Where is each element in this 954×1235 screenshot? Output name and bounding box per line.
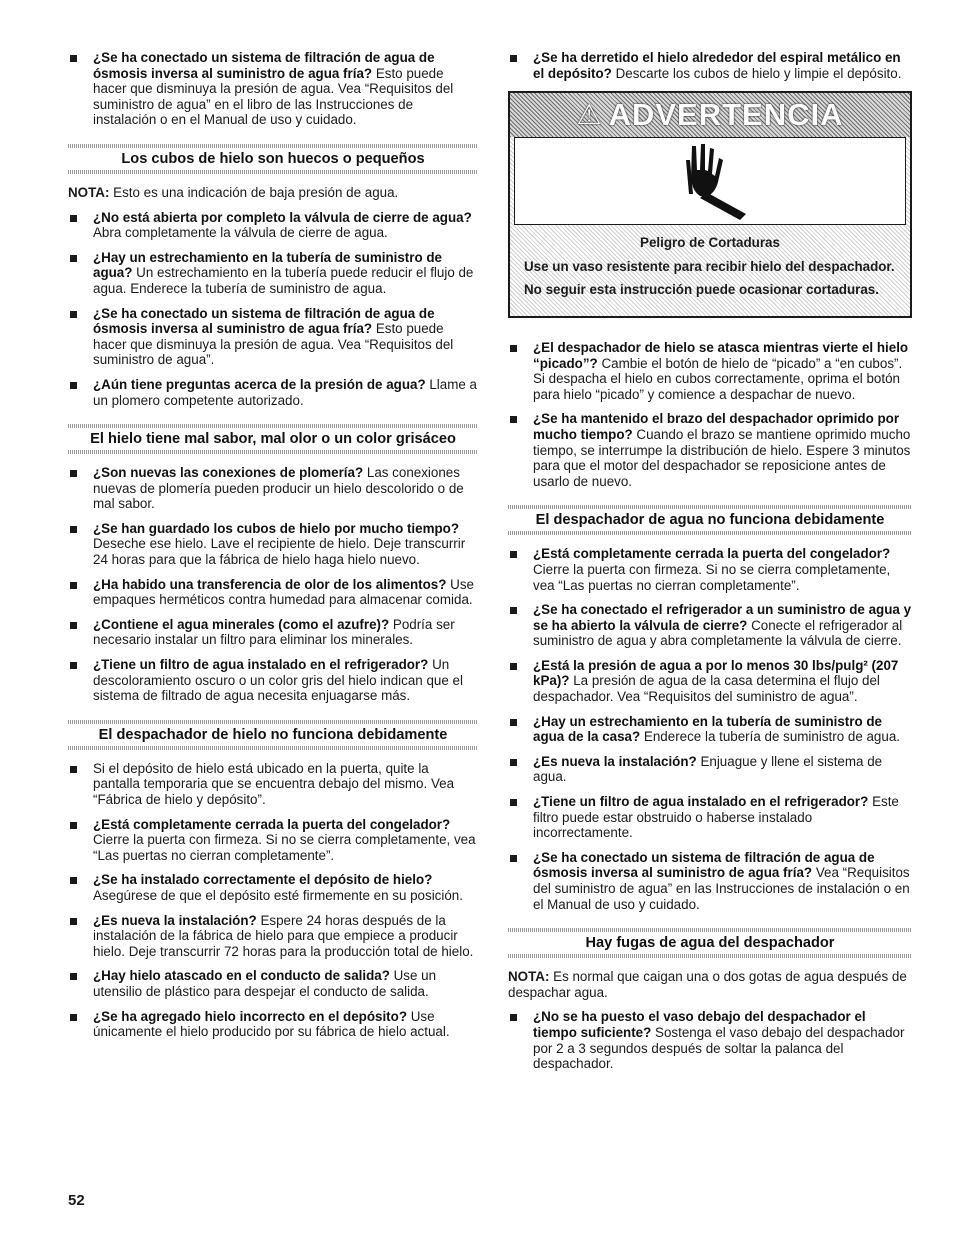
section-title: Los cubos de hielo son huecos o pequeños: [121, 150, 425, 167]
warning-consequence: No seguir esta instrucción puede ocasionar cortaduras.: [524, 282, 879, 298]
section-title: El hielo tiene mal sabor, mal olor o un color grisáceo: [90, 431, 456, 448]
bullet-item: ¿Tiene un filtro de agua instalado en el refrigerador? Este filtro puede estar obstruido o haberse instalado incorrectamente.: [508, 794, 912, 841]
bullet-item: ¿Aún tiene preguntas acerca de la presión de agua? Llame a un plomero competente autorizado.: [68, 377, 478, 408]
warning-header: [510, 93, 910, 137]
bullet-item: ¿Contiene el agua minerales (como el azufre)? Podría ser necesario instalar un filtro para eliminar los minerales.: [68, 617, 478, 648]
warning-box: [508, 91, 912, 318]
bullet-item: ¿Se ha agregado hielo incorrecto en el depósito? Use únicamente el hielo producido por su fábrica de hielo actual.: [68, 1009, 478, 1040]
bullet-item: ¿Se ha mantenido el brazo del despachador oprimido por mucho tiempo? Cuando el brazo se mantiene oprimido mucho tiempo, se interrumpe la distribución de hielo. Espere 3 minutos para que el motor del despachador se reposicione antes de usarlo de nuevo.: [508, 411, 912, 489]
warning-body: [510, 225, 910, 316]
section-title: El despachador de agua no funciona debidamente: [535, 512, 885, 529]
warning-icon-panel: [514, 137, 906, 225]
section-header: [68, 144, 478, 174]
bullet-item: ¿Es nueva la instalación? Enjuague y llene el sistema de agua.: [508, 754, 912, 785]
bullet-item: ¿Se ha conectado un sistema de filtración de agua de ósmosis inversa al suministro de agua fría? Esto puede hacer que disminuya la presión de agua. Vea “Requisitos del suministro de agua” en el libro de las Instrucciones de instalación o en el Manual de uso y cuidado.: [68, 50, 478, 128]
right-column: [508, 50, 912, 1081]
bullet-item: ¿Se ha instalado correctamente el depósito de hielo? Asegúrese de que el depósito esté firmemente en su posición.: [68, 872, 478, 903]
section-header: [68, 720, 478, 750]
bullet-item: ¿Se han guardado los cubos de hielo por mucho tiempo? Deseche ese hielo. Lave el recipiente de hielo. Deje transcurrir 24 horas para que la fábrica de hielo haga hielo nuevo.: [68, 521, 478, 568]
page-number: 52: [68, 1192, 85, 1209]
bullet-item: ¿Ha habido una transferencia de olor de los alimentos? Use empaques herméticos contra humedad para almacenar comida.: [68, 577, 478, 608]
bullet-item: ¿Hay hielo atascado en el conducto de salida? Use un utensilio de plástico para despejar el conducto de salida.: [68, 968, 478, 999]
bullet-item: Si el depósito de hielo está ubicado en la puerta, quite la pantalla temporaria que se encuentra debajo del mismo. Vea “Fábrica de hielo y depósito”.: [68, 761, 478, 808]
section-header: [508, 505, 912, 535]
bullet-item: ¿Se ha conectado un sistema de filtración de agua de ósmosis inversa al suministro de agua fría? Esto puede hacer que disminuya la presión de agua. Vea “Requisitos del suministro de agua”.: [68, 306, 478, 368]
bullet-item: ¿No se ha puesto el vaso debajo del despachador el tiempo suficiente? Sostenga el vaso debajo del despachador por 2 a 3 segundos después de soltar la palanca del despachador.: [508, 1009, 912, 1071]
bullet-item: ¿Está completamente cerrada la puerta del congelador? Cierre la puerta con firmeza. Si no se cierra completamente, vea “Las puertas no cierran completamente”.: [508, 546, 912, 593]
left-column: [68, 50, 478, 1049]
bullet-item: ¿Está completamente cerrada la puerta del congelador? Cierre la puerta con firmeza. Si no se cierra completamente, vea “Las puertas no cierran completamente”.: [68, 817, 478, 864]
bullet-item: ¿Son nuevas las conexiones de plomería? Las conexiones nuevas de plomería pueden producir un hielo descolorido o de mal sabor.: [68, 465, 478, 512]
bullet-item: ¿Tiene un filtro de agua instalado en el refrigerador? Un descoloramiento oscuro o un color gris del hielo indican que el sistema de filtrado de agua necesita enjuagarse más.: [68, 657, 478, 704]
note: NOTA: Esto es una indicación de baja presión de agua.: [68, 184, 399, 200]
hazard-label: Peligro de Cortaduras: [640, 235, 780, 251]
section-title: El despachador de hielo no funciona debidamente: [98, 726, 448, 743]
warning-triangle-icon: ⚠: [576, 99, 603, 131]
bullet-item: ¿Se ha conectado el refrigerador a un suministro de agua y se ha abierto la válvula de cierre? Conecte el refrigerador al suministro de agua y abra completamente la válvula de cierre.: [508, 602, 912, 649]
section-title: Hay fugas de agua del despachador: [585, 935, 835, 952]
section-header: [508, 928, 912, 958]
bullet-item: ¿El despachador de hielo se atasca mientras vierte el hielo “picado”? Cambie el botón de hielo de “picado” a “en cubos”. Si despacha el hielo en cubos correctamente, oprima el botón para hielo “picado” y comience a despachar de nuevo.: [508, 340, 912, 402]
bullet-item: ¿Es nueva la instalación? Espere 24 horas después de la instalación de la fábrica de hielo para que empiece a producir hielo. Deje transcurrir 72 horas para la producción total de hielo.: [68, 913, 478, 960]
bullet-item: ¿Está la presión de agua a por lo menos 30 lbs/pulg² (207 kPa)? La presión de agua de la casa determina el flujo del despachador. Vea “Requisitos del suministro de agua”.: [508, 658, 912, 705]
bullet-item: ¿No está abierta por completo la válvula de cierre de agua? Abra completamente la válvula de cierre de agua.: [68, 210, 478, 241]
bullet-item: ¿Hay un estrechamiento en la tubería de suministro de agua? Un estrechamiento en la tubería puede reducir el flujo de agua. Enderece la tubería de suministro de agua.: [68, 250, 478, 297]
bullet-item: ¿Se ha derretido el hielo alrededor del espiral metálico en el depósito? Descarte los cubos de hielo y limpie el depósito.: [508, 50, 912, 81]
note: NOTA: Es normal que caigan una o dos gotas de agua después de despachar agua.: [508, 969, 907, 1000]
warning-title: ADVERTENCIA: [608, 97, 844, 133]
bullet-item: ¿Se ha conectado un sistema de filtración de agua de ósmosis inversa al suministro de agua fría? Vea “Requisitos del suministro de agua” en las Instrucciones de instalación o en el Manual de uso y cuidado.: [508, 850, 912, 912]
bullet-item: ¿Hay un estrechamiento en la tubería de suministro de agua de la casa? Enderece la tubería de suministro de agua.: [508, 714, 912, 745]
warning-instruction: Use un vaso resistente para recibir hielo del despachador.: [524, 258, 895, 274]
cut-hazard-icon: [670, 142, 750, 220]
section-header: [68, 424, 478, 454]
